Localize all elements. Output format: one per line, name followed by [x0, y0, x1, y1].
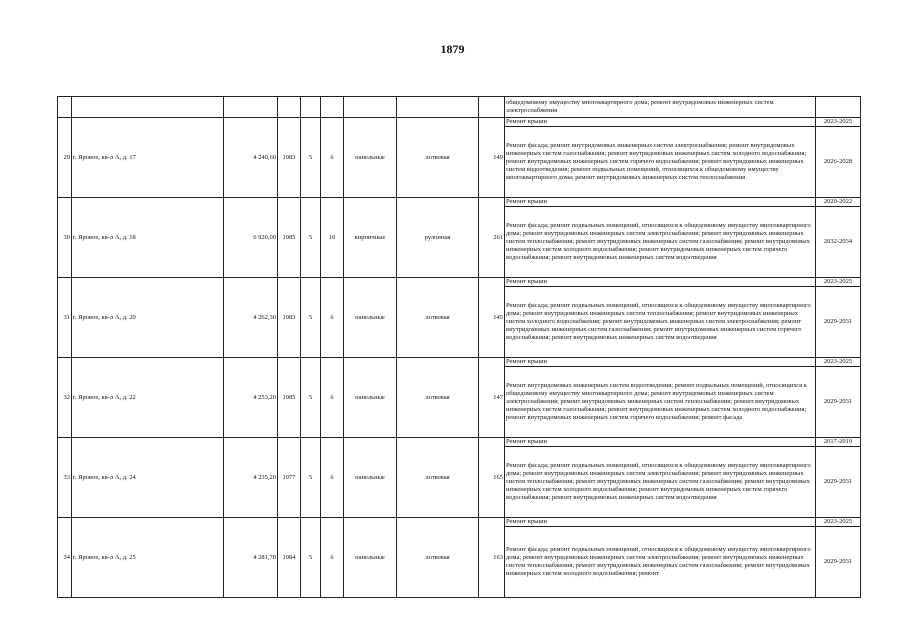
cell-apartments: 165 [479, 438, 505, 518]
cell-address: г. Яровое, кв-л А, д. 25 [72, 518, 224, 598]
cell-entrances: 10 [321, 198, 344, 278]
table-row [58, 518, 861, 527]
table-row-continuation [58, 97, 861, 118]
cell-empty [72, 97, 224, 118]
cell-cost: 4 235,20 [224, 438, 278, 518]
cell-work-period: 2029-2031 [816, 527, 861, 598]
table-body [58, 97, 861, 598]
cell-empty [224, 97, 278, 118]
cell-work-period: 2023-2025 [816, 278, 861, 287]
cell-row-number: 30 [58, 198, 72, 278]
cell-work-type: Ремонт крыши [505, 198, 816, 207]
cell-work-type: Ремонт фасада; ремонт подвальных помещений, относящихся к общедомовому имуществу многоквартирного дома; ремонт внутридомовых инженерных систем электроснабжения; ремонт внутридомовых инженерных систем теплоснабжения; ремонт внутридомовых инженерных систем газоснабжения; ремонт внутридомовых инженерных систем холодного водоснабжения; ремонт внутридомовых инженерных систем горячего водоснабжения; ремонт внутридомовых инженерных систем водоотведения [505, 207, 816, 278]
cell-apartments: 163 [479, 518, 505, 598]
cell-floors: 5 [301, 118, 321, 198]
cell-wall-material: панельные [344, 438, 397, 518]
cell-work-period: 2023-2025 [816, 518, 861, 527]
cell-work-type: Ремонт крыши [505, 118, 816, 127]
repair-program-table [57, 96, 861, 598]
cell-address: г. Яровое, кв-л А, д. 17 [72, 118, 224, 198]
cell-work-period: 2029-2031 [816, 447, 861, 518]
cell-row-number: 34 [58, 518, 72, 598]
cell-work-type: Ремонт внутридомовых инженерных систем водоотведения; ремонт подвальных помещений, относящихся к общедомовому имуществу многоквартирного дома; ремонт внутридомовых инженерных систем электроснабжения; ремонт внутридомовых инженерных систем теплоснабжения; ремонт внутридомовых инженерных систем газоснабжения; ремонт внутридомовых инженерных систем холодного водоснабжения; ремонт внутридомовых инженерных систем горячего водоснабжения; ремонт фасада [505, 367, 816, 438]
cell-roof-type: лотковая [397, 278, 479, 358]
table-row [58, 198, 861, 207]
table-row [58, 118, 861, 127]
cell-year: 1985 [278, 198, 301, 278]
cell-works-continuation: общедомовому имуществу многоквартирного дома; ремонт внутридомовых инженерных систем электроснабжения [505, 97, 816, 118]
cell-empty [397, 97, 479, 118]
cell-wall-material: панельные [344, 118, 397, 198]
cell-floors: 5 [301, 198, 321, 278]
cell-work-period: 2029-2031 [816, 367, 861, 438]
cell-roof-type: лотковая [397, 438, 479, 518]
cell-entrances: 6 [321, 278, 344, 358]
cell-year: 1977 [278, 438, 301, 518]
cell-work-period: 2017-2019 [816, 438, 861, 447]
cell-apartments: 149 [479, 118, 505, 198]
cell-cost: 4 262,30 [224, 278, 278, 358]
cell-apartments: 261 [479, 198, 505, 278]
table-row [58, 358, 861, 367]
cell-row-number: 33 [58, 438, 72, 518]
cell-entrances: 6 [321, 438, 344, 518]
cell-row-number: 31 [58, 278, 72, 358]
table-row [58, 438, 861, 447]
cell-address: г. Яровое, кв-л А, д. 22 [72, 358, 224, 438]
cell-work-type: Ремонт крыши [505, 438, 816, 447]
cell-year: 1983 [278, 278, 301, 358]
cell-row-number: 29 [58, 118, 72, 198]
cell-floors: 5 [301, 358, 321, 438]
cell-empty [344, 97, 397, 118]
cell-floors: 5 [301, 438, 321, 518]
cell-work-period: 2023-2025 [816, 358, 861, 367]
cell-wall-material: панельные [344, 518, 397, 598]
cell-year: 1984 [278, 518, 301, 598]
cell-cost: 6 920,00 [224, 198, 278, 278]
cell-year: 1985 [278, 358, 301, 438]
cell-entrances: 6 [321, 518, 344, 598]
cell-floors: 5 [301, 518, 321, 598]
cell-work-type: Ремонт фасада; ремонт подвальных помещений, относящихся к общедомовому имуществу многоквартирного дома; ремонт внутридомовых инженерных систем электроснабжения; ремонт внутридомовых инженерных систем теплоснабжения; ремонт внутридомовых инженерных систем газоснабжения; ремонт внутридомовых инженерных систем холодного водоснабжения; ремонт [505, 527, 816, 598]
table-row [58, 278, 861, 287]
cell-row-number: 32 [58, 358, 72, 438]
cell-work-period: 2029-2031 [816, 287, 861, 358]
cell-empty [816, 97, 861, 118]
cell-address: г. Яровое, кв-л А, д. 20 [72, 278, 224, 358]
cell-apartments: 145 [479, 278, 505, 358]
cell-work-type: Ремонт фасада; ремонт подвальных помещений, относящихся к общедомовому имуществу многоквартирного дома; ремонт внутридомовых инженерных систем теплоснабжения; ремонт внутридомовых инженерных систем холодного водоснабжения; ремонт внутридомовых инженерных систем электроснабжения; ремонт внутридомовых инженерных систем газоснабжения; ремонт внутридомовых инженерных систем горячего водоснабжения; ремонт внутридомовых инженерных систем водоотведения [505, 287, 816, 358]
cell-empty [321, 97, 344, 118]
cell-entrances: 6 [321, 118, 344, 198]
cell-wall-material: кирпичные [344, 198, 397, 278]
cell-cost: 4 253,20 [224, 358, 278, 438]
cell-empty [58, 97, 72, 118]
cell-wall-material: панельные [344, 278, 397, 358]
cell-roof-type: лотковая [397, 358, 479, 438]
cell-work-type: Ремонт крыши [505, 518, 816, 527]
cell-roof-type: лотковая [397, 518, 479, 598]
cell-empty [301, 97, 321, 118]
cell-address: г. Яровое, кв-л А, д. 18 [72, 198, 224, 278]
cell-work-type: Ремонт фасада; ремонт внутридомовых инженерных систем электроснабжения; ремонт внутридомовых инженерных систем газоснабжения; ремонт внутридомовых инженерных систем холодного водоснабжения; ремонт внутридомовых инженерных систем горячего водоснабжения; ремонт внутридомовых инженерных систем водоотведения; ремонт подвальных помещений, относящихся к общедомовому имуществу многоквартирного дома; ремонт внутридомовых инженерных систем теплоснабжения [505, 127, 816, 198]
cell-work-period: 2032-2034 [816, 207, 861, 278]
cell-work-type: Ремонт крыши [505, 358, 816, 367]
cell-work-period: 2026-2028 [816, 127, 861, 198]
cell-floors: 5 [301, 278, 321, 358]
cell-entrances: 6 [321, 358, 344, 438]
cell-apartments: 147 [479, 358, 505, 438]
cell-address: г. Яровое, кв-л А, д. 24 [72, 438, 224, 518]
cell-work-type: Ремонт крыши [505, 278, 816, 287]
cell-cost: 4 281,78 [224, 518, 278, 598]
cell-work-type: Ремонт фасада; ремонт подвальных помещений, относящихся к общедомовому имуществу многоквартирного дома; ремонт внутридомовых инженерных систем электроснабжения; ремонт внутридомовых инженерных систем теплоснабжения; ремонт внутридомовых инженерных систем газоснабжения; ремонт внутридомовых инженерных систем холодного водоснабжения; ремонт внутридомовых инженерных систем горячего водоснабжения; ремонт внутридомовых инженерных систем водоотведения [505, 447, 816, 518]
cell-year: 1983 [278, 118, 301, 198]
cell-wall-material: панельные [344, 358, 397, 438]
cell-roof-type: рулонная [397, 198, 479, 278]
cell-empty [278, 97, 301, 118]
cell-empty [479, 97, 505, 118]
cell-work-period: 2020-2022 [816, 198, 861, 207]
cell-work-period: 2023-2025 [816, 118, 861, 127]
cell-roof-type: лотковая [397, 118, 479, 198]
page-number: 1879 [440, 42, 465, 56]
cell-cost: 4 240,60 [224, 118, 278, 198]
